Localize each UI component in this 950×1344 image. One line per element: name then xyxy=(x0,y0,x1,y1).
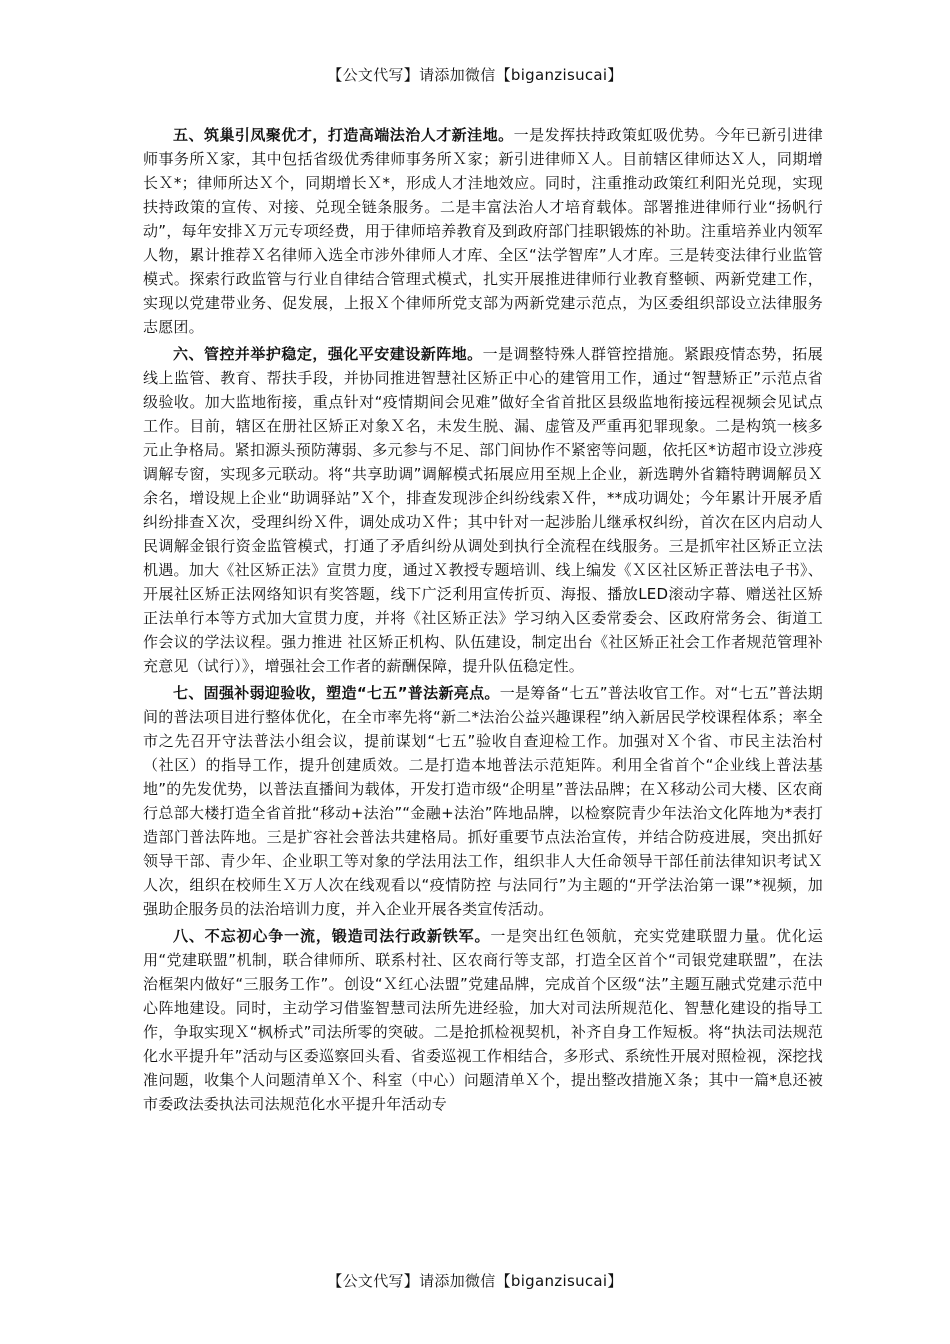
section-text: 一是筹备“七五”普法收官工作。对“七五”普法期间的普法项目进行整体优化，在全市率先将“新二*法治公益兴趣课程”纳入新居民学校课程体系；率全市之先召开守法普法小组会议，提前谋划“七五”验收自查迎检工作。加强对Ｘ个省、市民主法治村（社区）的指导工作，提升创建质效。二是打造本地普法示范矩阵。利用全省首个“企业线上普法基地”的先发优势，以普法直播间为载体，开发打造市级“企明星”普法品牌；在Ｘ移动公司大楼、区农商行总部大楼打造全省首批“移动+法治”“金融+法治”阵地品牌，以检察院青少年法治文化阵地为*表打造部门普法阵地。三是扩容社会普法共建格局。抓好重要节点法治宣传，并结合防疫进展，突出抓好领导干部、青少年、企业职工等对象的学法用法工作，组织非人大任命领导干部任前法律知识考试Ｘ人次，组织在校师生Ｘ万人次在线观看以“疫情防控 与法同行”为主题的“开学法治第一课”*视频，加强助企服务员的法治培训力度，并入企业开展各类宣传活动。 xyxy=(143,684,823,918)
paragraph-section-8 xyxy=(143,924,823,1116)
section-heading: 五、筑巢引凤聚优才，打造高端法治人才新洼地。 xyxy=(173,126,514,144)
section-heading: 八、不忘初心争一流，锻造司法行政新铁军。 xyxy=(173,927,491,945)
paragraph-section-5 xyxy=(143,123,823,339)
section-heading: 六、管控并举护稳定，强化平安建设新阵地。 xyxy=(173,345,483,363)
section-heading: 七、固强补弱迎验收，塑造“七五”普法新亮点。 xyxy=(173,684,500,702)
document-body xyxy=(143,123,823,1116)
section-text: 一是调整特殊人群管控措施。紧跟疫情态势，拓展线上监管、教育、帮扶手段，并协同推进智慧社区矫正中心的建管用工作，通过“智慧矫正”示范点省级验收。加大监地衔接，重点针对“疫情期间会见难”做好全省首批区县级监地衔接远程视频会见试点工作。目前，辖区在册社区矫正对象Ｘ名，未发生脱、漏、虚管及严重再犯罪现象。二是构筑一核多元止争格局。紧扣源头预防薄弱、多元参与不足、部门间协作不紧密等问题，依托区*访超市设立涉疫调解专窗，实现多元联动。将“共享助调”调解模式拓展应用至规上企业，新选聘外省籍特聘调解员Ｘ余名，增设规上企业“助调驿站”Ｘ个，排查发现涉企纠纷线索Ｘ件，**成功调处；今年累计开展矛盾纠纷排查Ｘ次，受理纠纷Ｘ件，调处成功Ｘ件；其中针对一起涉胎儿继承权纠纷，首次在区内启动人民调解金银行资金监管模式，打通了矛盾纠纷从调处到执行全流程在线服务。三是抓牢社区矫正立法机遇。加大《社区矫正法》宣贯力度，通过Ｘ教授专题培训、线上编发《Ｘ区社区矫正普法电子书》、开展社区矫正法网络知识有奖答题，线下广泛利用宣传折页、海报、播放LED滚动字幕、赠送社区矫正法单行本等方式加大宣贯力度，并将《社区矫正法》学习纳入区委常委会、区政府常务会、街道工作会议的学法议程。强力推进 社区矫正机构、队伍建设，制定出台《社区矫正社会工作者规范管理补充意见（试行）》，增强社会工作者的薪酬保障，提升队伍稳定性。 xyxy=(143,345,823,675)
section-text: 一是突出红色领航，充实党建联盟力量。优化运用“党建联盟”机制，联合律师所、联系村社、区农商行等支部，打造全区首个“司银党建联盟”，在法治框架内做好“三服务工作”。创设“Ｘ红心法盟”党建品牌，完成首个区级“法”主题互融式党建示范中心阵地建设。同时，主动学习借鉴智慧司法所先进经验，加大对司法所规范化、智慧化建设的指导工作，争取实现Ｘ“枫桥式”司法所零的突破。二是抢抓检视契机，补齐自身工作短板。将“执法司法规范化水平提升年”活动与区委巡察回头看、省委巡视工作相结合，多形式、系统性开展对照检视，深挖找准问题，收集个人问题清单Ｘ个、科室（中心）问题清单Ｘ个，提出整改措施Ｘ条；其中一篇*息还被市委政法委执法司法规范化水平提升年活动专 xyxy=(143,927,823,1113)
page-footer: 【公文代写】请添加微信【biganzisucai】 xyxy=(327,1272,623,1290)
paragraph-section-7 xyxy=(143,681,823,921)
section-text: 一是发挥扶持政策虹吸优势。今年已新引进律师事务所Ｘ家，其中包括省级优秀律师事务所Ｘ家；新引进律师Ｘ人。目前辖区律师达Ｘ人，同期增长Ｘ*；律师所达Ｘ个，同期增长Ｘ*，形成人才洼地效应。同时，注重推动政策红利阳光兑现，实现扶持政策的宣传、对接、兑现全链条服务。二是丰富法治人才培育载体。部署推进律师行业“扬帆行动”，每年安排Ｘ万元专项经费，用于律师培养教育及到政府部门挂职锻炼的补助。注重培养业内领军人物，累计推荐Ｘ名律师入选全市涉外律师人才库、全区“法学智库”人才库。三是转变法律行业监管模式。探索行政监管与行业自律结合管理式模式，扎实开展推进律师行业教育整顿、两新党建工作，实现以党建带业务、促发展，上报Ｘ个律师所党支部为两新党建示范点，为区委组织部设立法律服务志愿团。 xyxy=(143,126,823,336)
page-header: 【公文代写】请添加微信【biganzisucai】 xyxy=(327,66,623,84)
paragraph-section-6 xyxy=(143,342,823,678)
